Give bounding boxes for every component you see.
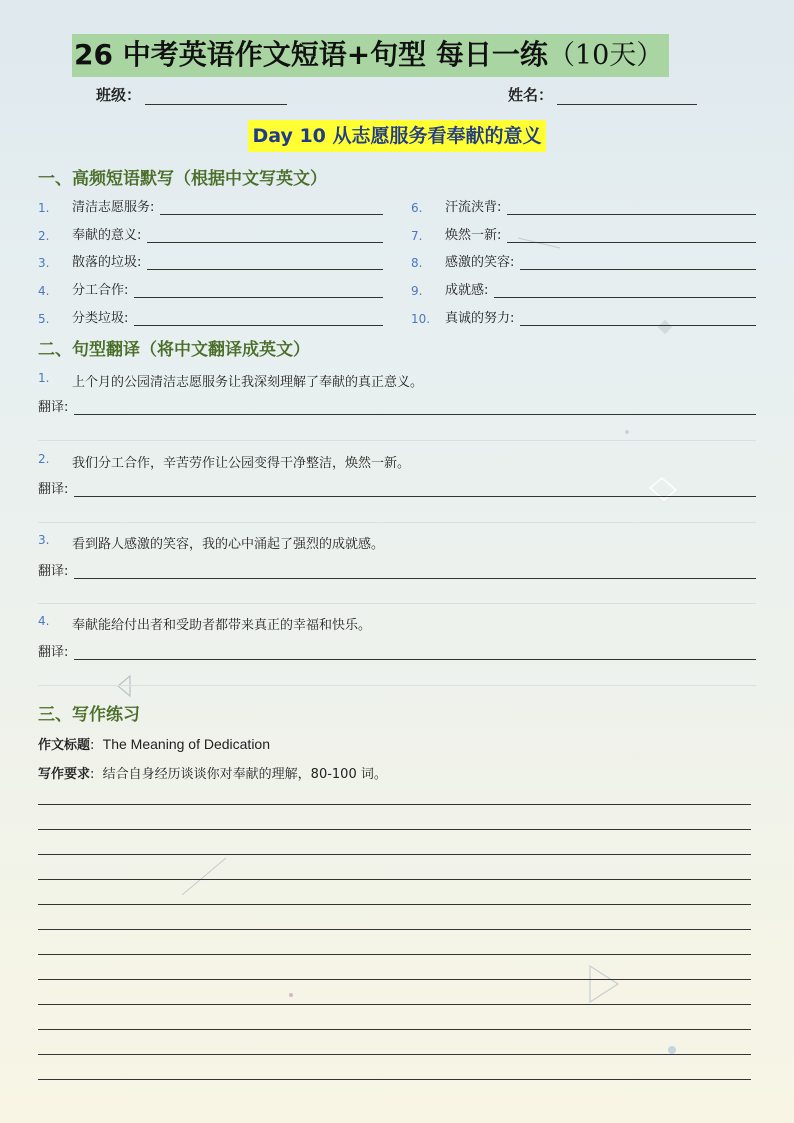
translation-field[interactable] [38, 560, 756, 579]
translate-label: 翻译: [38, 482, 69, 497]
translate-label: 翻译: [38, 645, 69, 660]
item-label: 分工合作: [72, 283, 129, 298]
topic-label: 作文标题 [38, 738, 91, 753]
item-label: 奉献的意义: [72, 228, 142, 243]
item-number: 5. [38, 312, 50, 326]
answer-line[interactable] [74, 565, 756, 579]
writing-line[interactable] [38, 904, 751, 905]
divider [38, 685, 756, 686]
answer-line[interactable] [74, 401, 756, 415]
name-field[interactable] [508, 84, 697, 105]
item-number: 4. [38, 614, 50, 628]
answer-line[interactable] [74, 483, 756, 497]
divider [38, 522, 756, 523]
day-title: Day 10 从志愿服务看奉献的意义 [248, 120, 545, 152]
writing-line[interactable] [38, 804, 751, 805]
class-field[interactable] [96, 84, 287, 105]
sentence-item [38, 614, 371, 633]
topic-value: The Meaning of Dedication [102, 736, 270, 752]
requirement-value: 结合自身经历谈谈你对奉献的理解，80-100 词。 [102, 767, 387, 782]
class-label: 班级： [96, 86, 142, 104]
vocab-item[interactable] [38, 224, 383, 243]
name-underline[interactable] [557, 89, 697, 105]
class-underline[interactable] [145, 89, 287, 105]
sentence-text: 上个月的公园清洁志愿服务让我深刻理解了奉献的真正意义。 [72, 375, 424, 390]
writing-line[interactable] [38, 829, 751, 830]
writing-line[interactable] [38, 1004, 751, 1005]
title-suffix: （10天） [547, 40, 664, 71]
writing-line[interactable] [38, 1054, 751, 1055]
answer-line[interactable] [134, 284, 383, 298]
sentence-text: 奉献能给付出者和受助者都带来真正的幸福和快乐。 [72, 618, 372, 633]
page-title [72, 34, 669, 77]
answer-line[interactable] [147, 256, 383, 270]
name-label: 姓名： [508, 86, 554, 104]
vocab-item[interactable] [38, 196, 383, 215]
essay-topic: 作文标题: The Meaning of Dedication [38, 736, 270, 753]
answer-line[interactable] [134, 312, 383, 326]
translate-label: 翻译: [38, 564, 69, 579]
item-label: 分类垃圾: [72, 311, 129, 326]
item-number: 9. [411, 284, 423, 298]
translation-field[interactable] [38, 396, 756, 415]
writing-line[interactable] [38, 954, 751, 955]
section1-heading: 一、高频短语默写（根据中文写英文） [38, 169, 327, 189]
item-number: 8. [411, 256, 423, 270]
item-label: 散落的垃圾: [72, 255, 142, 270]
writing-line[interactable] [38, 1079, 751, 1080]
item-label: 焕然一新: [445, 228, 502, 243]
vocab-item[interactable] [38, 307, 383, 326]
writing-line[interactable] [38, 979, 751, 980]
item-number: 10. [411, 312, 431, 326]
requirement-label: 写作要求 [38, 767, 91, 782]
vocab-item[interactable] [411, 251, 756, 270]
sentence-text: 看到路人感激的笑容，我的心中涌起了强烈的成就感。 [72, 537, 385, 552]
item-number: 1. [38, 201, 50, 215]
translation-field[interactable] [38, 478, 756, 497]
translate-label: 翻译: [38, 400, 69, 415]
vocab-item[interactable] [38, 251, 383, 270]
vocab-item[interactable] [38, 279, 383, 298]
sentence-item [38, 371, 423, 390]
divider [38, 603, 756, 604]
answer-line[interactable] [160, 201, 383, 215]
item-number: 2. [38, 452, 50, 466]
item-label: 真诚的努力: [445, 311, 515, 326]
writing-line[interactable] [38, 879, 751, 880]
item-number: 7. [411, 229, 423, 243]
item-number: 1. [38, 371, 50, 385]
vocab-item[interactable] [411, 196, 756, 215]
answer-line[interactable] [147, 229, 383, 243]
essay-requirement: 写作要求: 结合自身经历谈谈你对奉献的理解，80-100 词。 [38, 767, 387, 782]
title-text: 26 中考英语作文短语+句型 每日一练 [74, 38, 548, 71]
item-label: 感激的笑容: [445, 255, 515, 270]
day-heading [0, 120, 794, 152]
answer-line[interactable] [74, 646, 756, 660]
answer-line[interactable] [507, 201, 756, 215]
answer-line[interactable] [520, 256, 756, 270]
translation-field[interactable] [38, 641, 756, 660]
item-number: 6. [411, 201, 423, 215]
item-number: 3. [38, 256, 50, 270]
vocab-item[interactable] [411, 307, 756, 326]
item-label: 汗流浃背: [445, 200, 502, 215]
sentence-item [38, 452, 410, 471]
section3-heading: 三、写作练习 [38, 705, 140, 725]
answer-line[interactable] [507, 229, 756, 243]
item-number: 4. [38, 284, 50, 298]
writing-line[interactable] [38, 854, 751, 855]
vocab-item[interactable] [411, 279, 756, 298]
sentence-text: 我们分工合作，辛苦劳作让公园变得干净整洁，焕然一新。 [72, 456, 411, 471]
writing-line[interactable] [38, 1029, 751, 1030]
sentence-item [38, 533, 384, 552]
item-label: 清洁志愿服务: [72, 200, 155, 215]
answer-line[interactable] [494, 284, 756, 298]
item-number: 3. [38, 533, 50, 547]
answer-line[interactable] [520, 312, 756, 326]
vocab-item[interactable] [411, 224, 756, 243]
item-number: 2. [38, 229, 50, 243]
section2-heading: 二、句型翻译（将中文翻译成英文） [38, 340, 310, 360]
writing-line[interactable] [38, 929, 751, 930]
item-label: 成就感: [445, 283, 489, 298]
divider [38, 440, 756, 441]
